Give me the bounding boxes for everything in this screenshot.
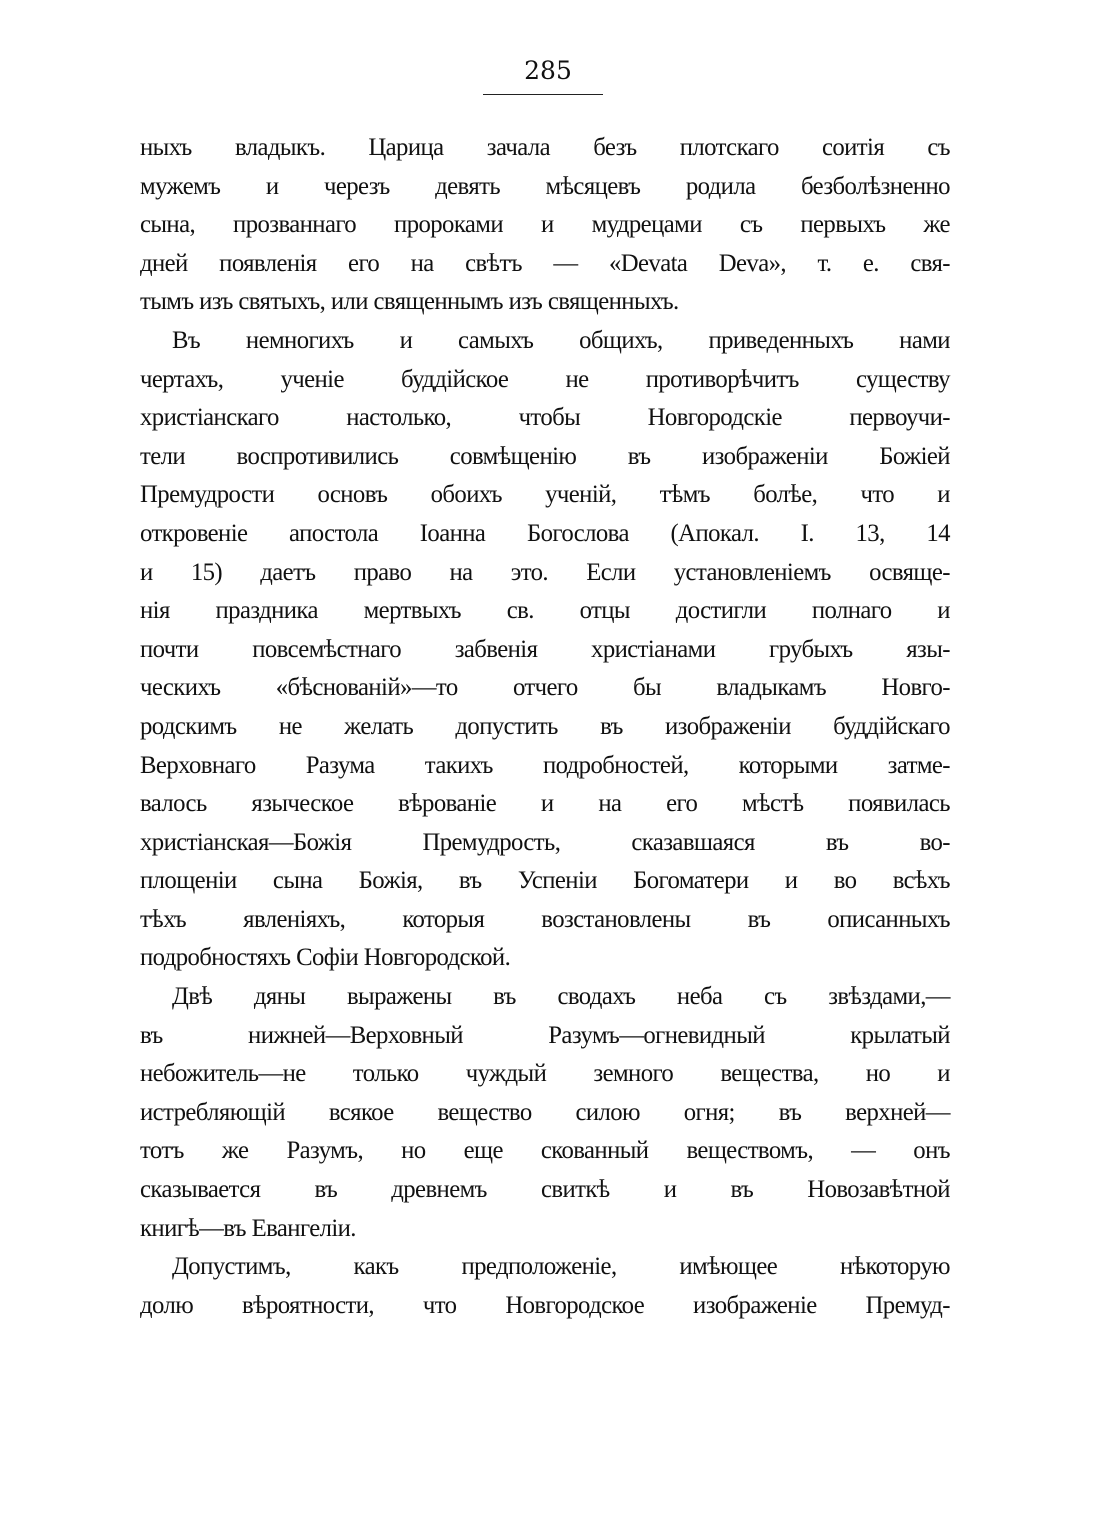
text-line: подробностяхъ Софіи Новгородской. bbox=[140, 942, 511, 972]
text-line: книгѣ—въ Евангеліи. bbox=[140, 1212, 356, 1242]
text-line: тѣхъ явленіяхъ, которыя возстановлены въ описанныхъ bbox=[140, 903, 950, 933]
paragraph bbox=[140, 128, 950, 321]
text-line: ныхъ владыкъ. Царица зачала безъ плотскаго соитія съ bbox=[140, 132, 950, 161]
text-line: Въ немногихъ и самыхъ общихъ, приведенныхъ нами bbox=[172, 324, 950, 354]
text-line: родскимъ не желать допустить въ изображеніи буддійскаго bbox=[140, 710, 950, 740]
text-line: откровеніе апостола Іоанна Богослова (Апокал. І. 13, 14 bbox=[140, 517, 950, 547]
text-line: сказывается въ древнемъ свиткѣ и въ Новозавѣтной bbox=[140, 1174, 950, 1204]
text-line: дней появленія его на свѣтъ — «Devata Deva», т. е. свя- bbox=[140, 247, 950, 277]
text-line: и 15) даетъ право на это. Если установленіемъ освяще- bbox=[140, 556, 950, 586]
text-line: мужемъ и черезъ девять мѣсяцевъ родила безболѣзненно bbox=[140, 170, 950, 200]
text-line: Премудрости основъ обоихъ ученій, тѣмъ болѣе, что и bbox=[140, 479, 950, 509]
text-line: ческихъ «бѣснованій»—то отчего бы владыкамъ Новго- bbox=[140, 672, 950, 702]
text-line: валось языческое вѣрованіе и на его мѣстѣ появилась bbox=[140, 788, 950, 818]
text-line: небожитель—не только чуждый земного вещества, но и bbox=[140, 1058, 950, 1088]
page-number-rule bbox=[483, 94, 603, 95]
text-line: тели воспротивились совмѣщенію въ изображеніи Божіей bbox=[140, 440, 950, 470]
text-line: въ нижней—Верховный Разумъ—огневидный крылатый bbox=[140, 1019, 950, 1049]
text-line: христіанскаго настолько, чтобы Новгородскіе первоучи- bbox=[140, 402, 950, 432]
text-line: сына, прозваннаго пророками и мудрецами съ первыхъ же bbox=[140, 209, 950, 239]
text-line: площеніи сына Божія, въ Успеніи Богоматери и во всѣхъ bbox=[140, 865, 950, 895]
text-line: долю вѣроятности, что Новгородское изображеніе Премуд- bbox=[140, 1289, 950, 1319]
text-line: христіанская—Божія Премудрость, сказавшаяся въ во- bbox=[140, 826, 950, 856]
paragraph bbox=[140, 977, 950, 1247]
text-line: чертахъ, ученіе буддійское не противорѣчитъ существу bbox=[140, 363, 950, 393]
body-text bbox=[140, 128, 950, 1324]
paragraph bbox=[140, 1247, 950, 1324]
text-line: почти повсемѣстнаго забвенія христіанами грубыхъ язы- bbox=[140, 633, 950, 663]
page-number: 285 bbox=[524, 56, 572, 85]
text-line: тымъ изъ святыхъ, или священнымъ изъ священныхъ. bbox=[140, 286, 679, 316]
text-line: истребляющій всякое вещество силою огня; въ верхней— bbox=[140, 1096, 950, 1126]
text-line: Верховнаго Разума такихъ подробностей, которыми затме- bbox=[140, 749, 950, 779]
text-line: Допустимъ, какъ предположеніе, имѣющее нѣкоторую bbox=[172, 1251, 950, 1281]
text-line: Двѣ дяны выражены въ сводахъ неба съ звѣздами,— bbox=[172, 981, 950, 1011]
text-line: нія праздника мертвыхъ св. отцы достигли полнаго и bbox=[140, 595, 950, 625]
paragraph bbox=[140, 321, 950, 977]
text-line: тотъ же Разумъ, но еще скованный веществомъ, — онъ bbox=[140, 1135, 950, 1165]
